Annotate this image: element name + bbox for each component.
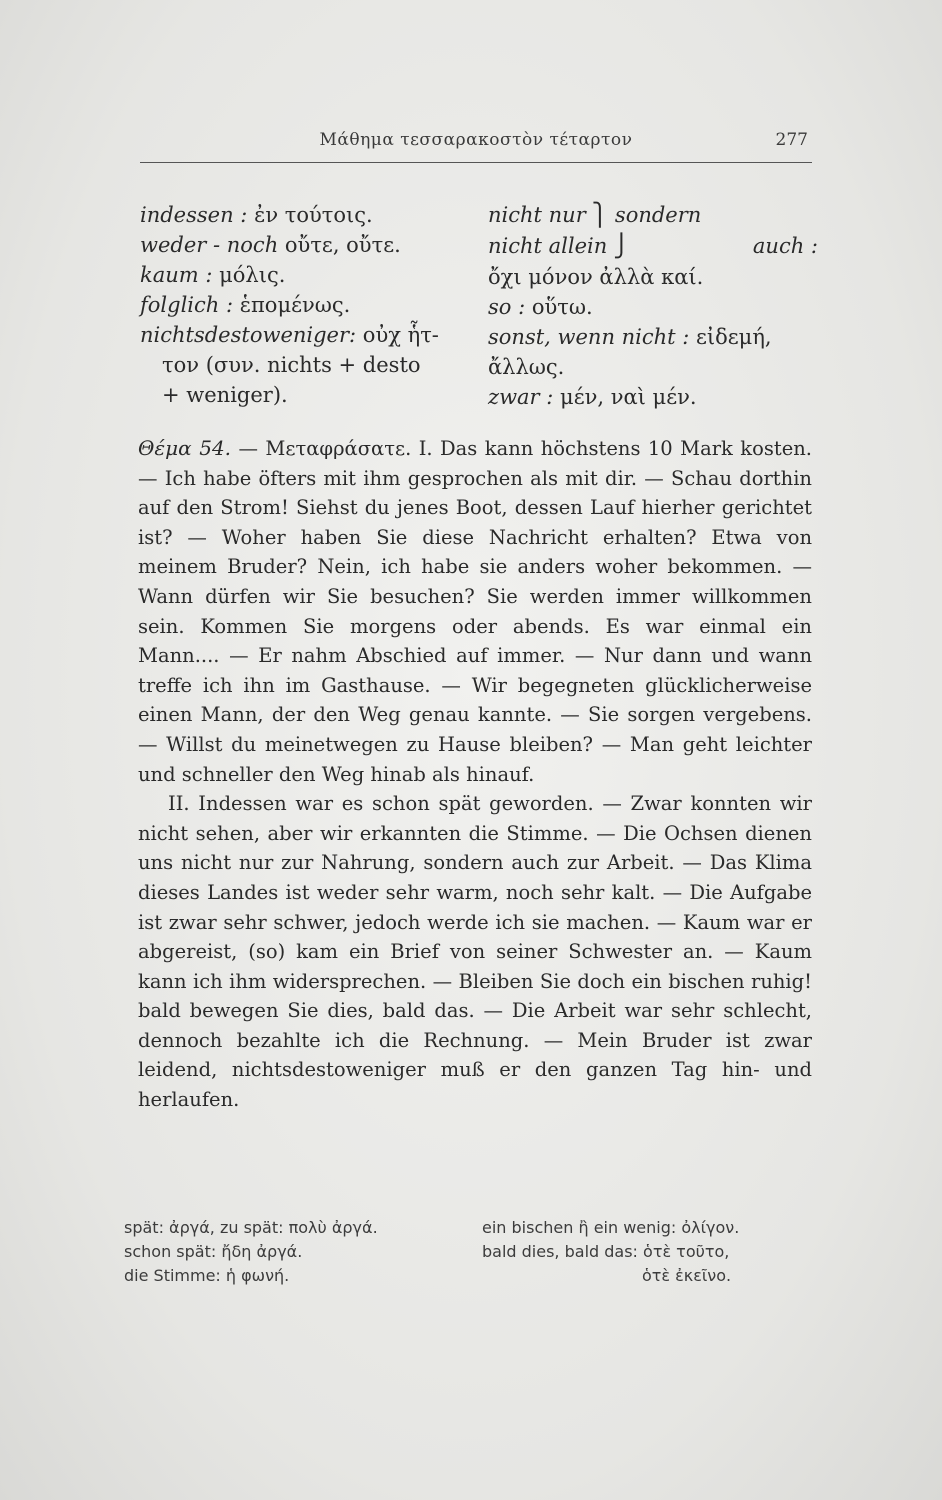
vocab-entry [140, 320, 470, 350]
footnotes-right [482, 1216, 739, 1288]
greek-gloss: ὄχι μόνον ἀλλὰ καί. [488, 265, 704, 289]
footnote: die Stimme: ἡ φωνή. [124, 1266, 290, 1285]
greek-gloss: οὐχ ἧτ- [362, 323, 439, 347]
page-number: 277 [775, 130, 808, 150]
greek-gloss: οὔτε, οὔτε. [284, 233, 401, 257]
german-term: kaum : [140, 263, 213, 287]
vocab-entry [488, 200, 818, 231]
exercise-text-part-1: I. Das kann höchstens 10 Mark kosten. — Ich habe öfters mit ihm gesprochen als mit dir. — Schau dorthin auf den Strom! Siehst du jenes Boot, dessen Lauf hierher gerichtet ist? — Woher haben Sie diese Nachricht erhalten? Etwa von meinem Bruder? Nein, ich habe sie anders woher bekommen. — Wann dürfen wir Sie besuchen? Sie werden immer willkommen sein. Kommen Sie morgens oder abends. Es war einmal ein Mann.... — Er nahm Abschied auf immer. — Nur dann und wann treffe ich ihn im Gasthause. — Wir begegneten glücklicherweise einen Mann, der den Weg genau kannte. — Sie sorgen vergebens. — Willst du meinetwegen zu Hause bleiben? — Man geht leichter und schneller den Weg hinab als hinauf. [138, 437, 813, 786]
vocab-entry [140, 290, 470, 320]
vocab-entry [488, 292, 818, 322]
german-term: sonst, wenn nicht : [488, 325, 690, 349]
german-term: nichtsdestoweniger: [140, 323, 357, 347]
running-header [140, 128, 812, 163]
exercise-text-part-2: II. Indessen war es schon spät geworden. — Zwar konnten wir nicht sehen, aber wir erkannten die Stimme. — Die Ochsen dienen uns nicht nur zur Nahrung, sondern auch zur Arbeit. — Das Klima dieses Landes ist weder sehr warm, noch sehr kalt. — Die Aufgabe ist zwar sehr schwer, jedoch werde ich sie machen. — Kaum war er abgereist, (so) kam ein Brief von seiner Schwester an. — Kaum kann ich ihm widersprechen. — Bleiben Sie doch ein bischen ruhig! bald bewegen Sie dies, bald das. — Die Arbeit war sehr schlecht, dennoch bezahlte ich die Rechnung. — Mein Bruder ist zwar leidend, nichtsdestoweniger muß er den ganzen Tag hin- und herlaufen. [138, 792, 812, 1112]
german-term: sondern [614, 203, 702, 227]
greek-gloss: τον (συν. nichts + desto [162, 353, 421, 377]
greek-gloss: εἰδεμή, [696, 325, 772, 349]
vocab-entry [140, 260, 470, 290]
footnote: schon spät: ἤδη ἀργά. [124, 1242, 303, 1261]
greek-gloss: ἑπομένως. [239, 293, 351, 317]
vocab-entry [488, 231, 818, 262]
vocab-entry [488, 262, 818, 292]
german-term: weder - noch [140, 233, 279, 257]
vocab-entry-continuation [488, 352, 818, 382]
greek-gloss: ἐν τούτοις. [254, 203, 373, 227]
german-term: nicht allein [488, 234, 608, 258]
greek-gloss: + weniger). [162, 383, 288, 407]
greek-gloss: ἄλλως. [488, 355, 565, 379]
german-term: so : [488, 295, 526, 319]
brace-glyph: ⎭ [613, 234, 630, 259]
footnote: spät: ἀργά, zu spät: πολὺ ἀργά. [124, 1218, 378, 1237]
footnote: bald dies, bald das: ὁτὲ τοῦτο, [482, 1242, 730, 1261]
vocab-entry [140, 230, 470, 260]
footnotes-left [124, 1216, 378, 1288]
german-term: folglich : [140, 293, 234, 317]
vocab-entry [140, 200, 470, 230]
brace-glyph: ⎫ [591, 203, 609, 228]
german-term: indessen : [140, 203, 248, 227]
greek-gloss: μόλις. [219, 263, 286, 287]
vocab-entry-continuation [140, 350, 470, 380]
vocab-entry [488, 322, 818, 352]
footnote-continuation: ὁτὲ ἐκεῖνο. [642, 1266, 732, 1285]
greek-gloss: οὕτω. [531, 295, 593, 319]
exercise-label: Θέμα 54. [138, 436, 232, 460]
german-term: zwar : [488, 385, 554, 409]
vocab-list-left [140, 200, 470, 410]
vocab-entry [488, 382, 818, 412]
greek-gloss: μέν, ναὶ μέν. [560, 385, 697, 409]
german-term: auch : [752, 234, 818, 258]
vocab-entry-continuation [140, 380, 470, 410]
exercise-instruction: — Μεταφράσατε. [238, 437, 412, 460]
exercise-section [138, 434, 812, 1115]
german-term: nicht nur [488, 203, 586, 227]
vocab-list-right [488, 200, 818, 412]
exercise-part-1 [138, 434, 812, 789]
footnote: ein bischen ἢ ein wenig: ὀλίγον. [482, 1218, 740, 1237]
chapter-title: Μάθημα τεσσαρακοστὸν τέταρτον [319, 130, 633, 150]
